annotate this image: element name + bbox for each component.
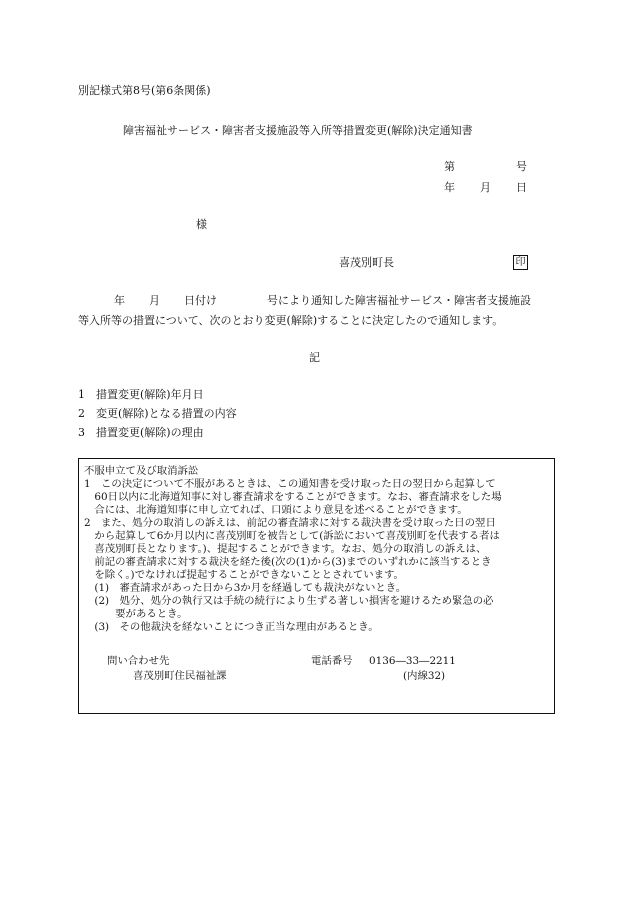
form-number: 別記様式第8号(第6条関係) xyxy=(78,84,211,97)
seal-glyph: 印 xyxy=(513,255,528,270)
appeal-notice-box xyxy=(78,458,555,714)
phone-label: 電話番号 xyxy=(311,655,353,667)
doc-number-prefix: 第 xyxy=(444,160,455,173)
contact-department: 喜茂別町住民福祉課 xyxy=(133,670,227,682)
date-year: 年 xyxy=(444,181,455,194)
appeal-line: 喜茂別町長となります。)、提起することができます。なお、処分の取消しの訴えは、 xyxy=(84,543,487,555)
appeal-line: 1 この決定について不服があるときは、この通知書を受け取った日の翌日から起算して xyxy=(84,478,496,490)
item-3: 3 措置変更(解除)の理由 xyxy=(78,426,204,439)
appeal-line: (2) 処分、処分の執行又は手続の続行により生ずる著しい損害を避けるため緊急の必 xyxy=(84,595,494,607)
body-line1-rest: 号により通知した障害福祉サービス・障害者支援施設 xyxy=(267,294,531,307)
date-day: 日 xyxy=(516,181,527,194)
contact-label: 問い合わせ先 xyxy=(107,655,170,667)
appeal-line: から起算して6か月以内に喜茂別町を被告として(訴訟において喜茂別町を代表する者は xyxy=(84,530,500,542)
appeal-line: 前記の審査請求に対する裁決を経た後(次の(1)から(3)までのいずれかに該当するとき xyxy=(84,556,492,568)
appeal-line: (1) 審査請求があった日から3か月を経過しても裁決がないとき。 xyxy=(84,582,407,594)
issuer-name: 喜茂別町長 xyxy=(339,256,394,269)
ki-heading: 記 xyxy=(309,351,320,364)
seal-mark xyxy=(513,255,528,270)
appeal-line: 要があるとき。 xyxy=(84,608,188,620)
phone-extension: (内線32) xyxy=(403,670,446,682)
item-2: 2 変更(解除)となる措置の内容 xyxy=(78,407,237,420)
appeal-line: 合には、北海道知事に申し立てれば、口頭により意見を述べることができます。 xyxy=(84,504,468,516)
appeal-line: 60日以内に北海道知事に対し審査請求をすることができます。なお、審査請求をした場 xyxy=(84,491,502,503)
appeal-heading: 不服申立て及び取消訴訟 xyxy=(84,465,199,477)
phone-number: 0136―33―2211 xyxy=(369,655,456,667)
body-month: 月 xyxy=(149,294,160,307)
appeal-line: を除く。)でなければ提起することができないこととされています。 xyxy=(84,569,404,581)
item-1: 1 措置変更(解除)年月日 xyxy=(78,388,204,401)
appeal-line: (3) その他裁決を経ないことにつき正当な理由があるとき。 xyxy=(84,621,379,633)
document-title: 障害福祉サービス・障害者支援施設等入所等措置変更(解除)決定通知書 xyxy=(123,124,473,137)
body-line2: 等入所等の措置について、次のとおり変更(解除)することに決定したので通知します。 xyxy=(78,314,504,327)
appeal-line: 2 また、処分の取消しの訴えは、前記の審査請求に対する裁決書を受け取った日の翌日 xyxy=(84,517,496,529)
body-year: 年 xyxy=(114,294,125,307)
recipient-suffix: 様 xyxy=(196,218,207,231)
body-day: 日付け xyxy=(184,294,217,307)
date-month: 月 xyxy=(480,181,491,194)
doc-number-suffix: 号 xyxy=(516,160,527,173)
